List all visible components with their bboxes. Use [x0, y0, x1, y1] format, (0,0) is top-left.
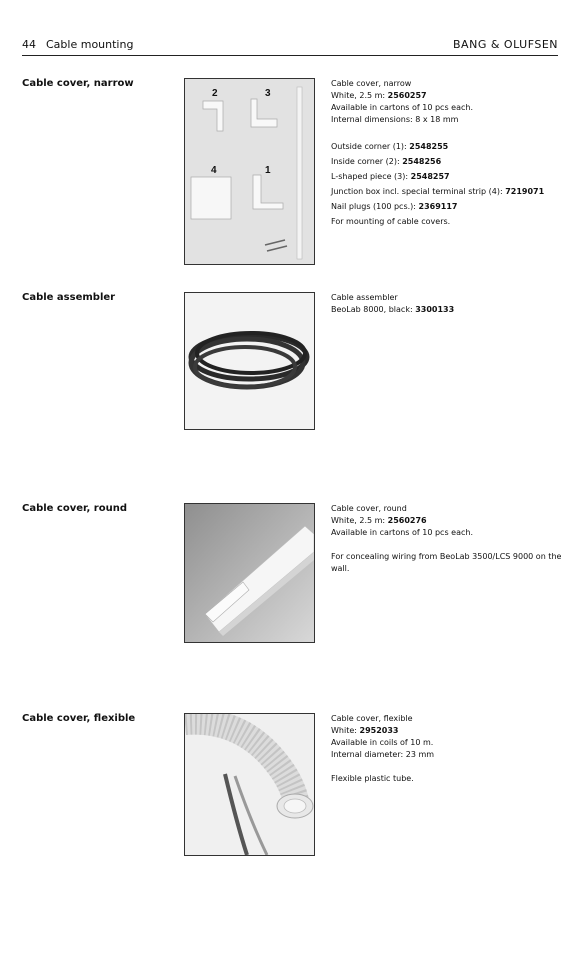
page-header — [22, 37, 558, 56]
product-photo — [184, 78, 315, 265]
photo-label-4: 4 — [211, 165, 217, 176]
desc-line: Cable assembler — [331, 293, 398, 302]
product-photo — [184, 503, 315, 643]
desc-line: For mounting of cable covers. — [331, 217, 451, 226]
page-number: 44 — [22, 38, 36, 51]
desc-line: Internal diameter: 23 mm — [331, 750, 435, 759]
cable-cover-flexible-photo — [185, 714, 314, 855]
section-title: Cable cover, narrow — [22, 78, 134, 89]
desc-line: Junction box incl. special terminal strip (4): 7219071 — [331, 187, 545, 196]
photo-label-1: 1 — [265, 165, 271, 176]
description — [331, 503, 563, 575]
desc-line: Inside corner (2): 2548256 — [331, 157, 442, 166]
desc-line: Outside corner (1): 2548255 — [331, 142, 449, 151]
description — [331, 713, 563, 785]
desc-line: BeoLab 8000, black: 3300133 — [331, 305, 455, 314]
desc-line: Flexible plastic tube. — [331, 774, 414, 783]
desc-line: Cable cover, narrow — [331, 79, 412, 88]
section-title: Cable cover, round — [22, 503, 127, 514]
cable-cover-narrow-photo — [185, 79, 314, 264]
photo-label-3: 3 — [265, 88, 271, 99]
header-section-title: Cable mounting — [46, 38, 134, 51]
desc-line: Available in cartons of 10 pcs each. — [331, 528, 473, 537]
section-title: Cable assembler — [22, 292, 116, 303]
desc-line: Cable cover, flexible — [331, 714, 413, 723]
desc-line: Nail plugs (100 pcs.): 2369117 — [331, 202, 458, 211]
desc-line: Cable cover, round — [331, 504, 407, 513]
desc-line: White: 2952033 — [331, 726, 399, 735]
description — [331, 292, 563, 316]
desc-line: Available in cartons of 10 pcs each. — [331, 103, 473, 112]
desc-line: Internal dimensions: 8 x 18 mm — [331, 115, 459, 124]
desc-line: L-shaped piece (3): 2548257 — [331, 172, 450, 181]
product-photo — [184, 713, 315, 856]
product-photo — [184, 292, 315, 430]
desc-line: Available in coils of 10 m. — [331, 738, 434, 747]
desc-line: White, 2.5 m: 2560276 — [331, 516, 427, 525]
desc-line: White, 2.5 m: 2560257 — [331, 91, 427, 100]
photo-label-2: 2 — [212, 88, 218, 99]
desc-line: For concealing wiring from BeoLab 3500/LCS 9000 on the wall. — [331, 552, 562, 573]
cable-assembler-photo — [185, 293, 314, 429]
description — [331, 78, 563, 228]
brand-name: BANG & OLUFSEN — [453, 38, 558, 51]
cable-cover-round-photo — [185, 504, 314, 642]
section-title: Cable cover, flexible — [22, 713, 136, 724]
